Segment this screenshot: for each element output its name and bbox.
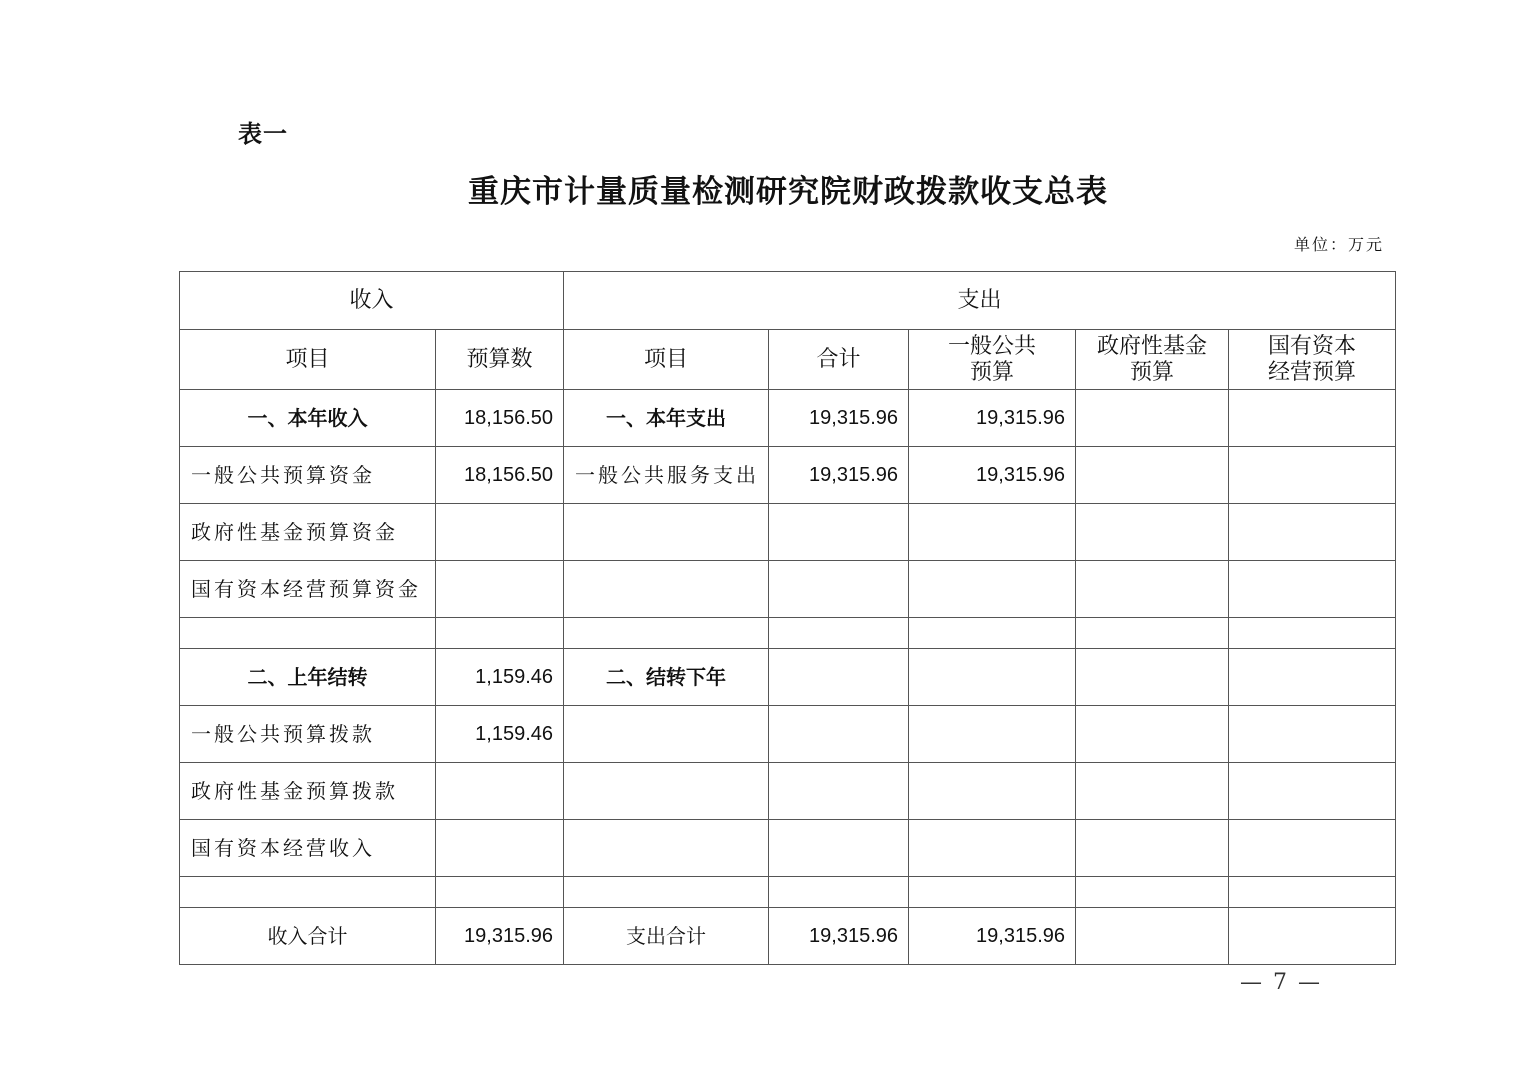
expense-item-cell bbox=[564, 706, 769, 763]
gov-fund-cell bbox=[1076, 877, 1229, 908]
income-item-cell: 政府性基金预算资金 bbox=[180, 504, 436, 561]
total-cell bbox=[769, 763, 909, 820]
general-public-cell bbox=[909, 820, 1076, 877]
total-cell bbox=[769, 877, 909, 908]
col-header-gov-fund: 政府性基金 预算 bbox=[1076, 330, 1229, 390]
column-header-row bbox=[180, 330, 1396, 390]
income-budget-cell: 1,159.46 bbox=[436, 706, 564, 763]
general-public-cell bbox=[909, 649, 1076, 706]
state-capital-cell bbox=[1229, 618, 1396, 649]
gov-fund-cell bbox=[1076, 447, 1229, 504]
expense-item-cell bbox=[564, 877, 769, 908]
state-capital-cell bbox=[1229, 877, 1396, 908]
income-group-header: 收入 bbox=[180, 272, 564, 330]
total-cell: 19,315.96 bbox=[769, 908, 909, 965]
income-item-cell bbox=[180, 618, 436, 649]
budget-summary-table bbox=[179, 271, 1396, 965]
table-row bbox=[180, 390, 1396, 447]
gov-fund-cell bbox=[1076, 763, 1229, 820]
expense-item-cell: 一般公共服务支出 bbox=[564, 447, 769, 504]
income-total-value: 19,315.96 bbox=[436, 908, 564, 965]
expense-group-header: 支出 bbox=[564, 272, 1396, 330]
state-capital-cell bbox=[1229, 649, 1396, 706]
income-budget-cell bbox=[436, 820, 564, 877]
income-item-cell: 国有资本经营收入 bbox=[180, 820, 436, 877]
total-cell bbox=[769, 504, 909, 561]
table-row-spacer bbox=[180, 877, 1396, 908]
general-public-cell: 19,315.96 bbox=[909, 908, 1076, 965]
expense-item-cell bbox=[564, 618, 769, 649]
total-cell: 19,315.96 bbox=[769, 447, 909, 504]
state-capital-cell bbox=[1229, 763, 1396, 820]
col-header-income-item: 项目 bbox=[180, 330, 436, 390]
income-budget-cell bbox=[436, 763, 564, 820]
state-capital-cell bbox=[1229, 908, 1396, 965]
general-public-cell bbox=[909, 763, 1076, 820]
gov-fund-cell bbox=[1076, 504, 1229, 561]
income-item-cell: 一般公共预算拨款 bbox=[180, 706, 436, 763]
col-header-total: 合计 bbox=[769, 330, 909, 390]
gov-fund-cell bbox=[1076, 820, 1229, 877]
table-row bbox=[180, 820, 1396, 877]
income-budget-cell bbox=[436, 618, 564, 649]
state-capital-cell bbox=[1229, 706, 1396, 763]
expense-total-label: 支出合计 bbox=[564, 908, 769, 965]
income-total-label: 收入合计 bbox=[180, 908, 436, 965]
general-public-cell bbox=[909, 618, 1076, 649]
expense-item-cell bbox=[564, 561, 769, 618]
gov-fund-cell bbox=[1076, 706, 1229, 763]
totals-row bbox=[180, 908, 1396, 965]
income-item-cell: 政府性基金预算拨款 bbox=[180, 763, 436, 820]
income-budget-cell: 1,159.46 bbox=[436, 649, 564, 706]
income-item-cell: 二、上年结转 bbox=[180, 649, 436, 706]
table-row bbox=[180, 763, 1396, 820]
total-cell bbox=[769, 618, 909, 649]
expense-item-cell bbox=[564, 763, 769, 820]
expense-item-cell: 一、本年支出 bbox=[564, 390, 769, 447]
table-row bbox=[180, 504, 1396, 561]
group-header-row bbox=[180, 272, 1396, 330]
general-public-cell bbox=[909, 877, 1076, 908]
state-capital-cell bbox=[1229, 390, 1396, 447]
income-budget-cell bbox=[436, 561, 564, 618]
total-cell bbox=[769, 820, 909, 877]
expense-item-cell bbox=[564, 820, 769, 877]
table-row bbox=[180, 561, 1396, 618]
gov-fund-cell bbox=[1076, 561, 1229, 618]
table-row bbox=[180, 447, 1396, 504]
income-item-cell: 国有资本经营预算资金 bbox=[180, 561, 436, 618]
general-public-cell: 19,315.96 bbox=[909, 447, 1076, 504]
state-capital-cell bbox=[1229, 447, 1396, 504]
page-title: 重庆市计量质量检测研究院财政拨款收支总表 bbox=[468, 174, 1108, 210]
col-header-expense-item: 项目 bbox=[564, 330, 769, 390]
gov-fund-cell bbox=[1076, 908, 1229, 965]
table-row bbox=[180, 706, 1396, 763]
total-cell: 19,315.96 bbox=[769, 390, 909, 447]
income-budget-cell: 18,156.50 bbox=[436, 390, 564, 447]
income-budget-cell bbox=[436, 877, 564, 908]
general-public-cell: 19,315.96 bbox=[909, 390, 1076, 447]
state-capital-cell bbox=[1229, 561, 1396, 618]
income-budget-cell: 18,156.50 bbox=[436, 447, 564, 504]
table-row bbox=[180, 649, 1396, 706]
total-cell bbox=[769, 706, 909, 763]
gov-fund-cell bbox=[1076, 390, 1229, 447]
expense-item-cell: 二、结转下年 bbox=[564, 649, 769, 706]
state-capital-cell bbox=[1229, 504, 1396, 561]
page-number: — 7 — bbox=[1240, 970, 1322, 995]
col-header-general-public: 一般公共 预算 bbox=[909, 330, 1076, 390]
total-cell bbox=[769, 649, 909, 706]
col-header-state-capital: 国有资本 经营预算 bbox=[1229, 330, 1396, 390]
income-item-cell: 一般公共预算资金 bbox=[180, 447, 436, 504]
general-public-cell bbox=[909, 504, 1076, 561]
expense-item-cell bbox=[564, 504, 769, 561]
gov-fund-cell bbox=[1076, 618, 1229, 649]
table-label: 表一 bbox=[238, 120, 288, 148]
income-item-cell: 一、本年收入 bbox=[180, 390, 436, 447]
general-public-cell bbox=[909, 706, 1076, 763]
col-header-income-budget: 预算数 bbox=[436, 330, 564, 390]
table-row-spacer bbox=[180, 618, 1396, 649]
income-item-cell bbox=[180, 877, 436, 908]
income-budget-cell bbox=[436, 504, 564, 561]
state-capital-cell bbox=[1229, 820, 1396, 877]
total-cell bbox=[769, 561, 909, 618]
general-public-cell bbox=[909, 561, 1076, 618]
unit-label: 单位：万元 bbox=[1293, 235, 1384, 254]
gov-fund-cell bbox=[1076, 649, 1229, 706]
